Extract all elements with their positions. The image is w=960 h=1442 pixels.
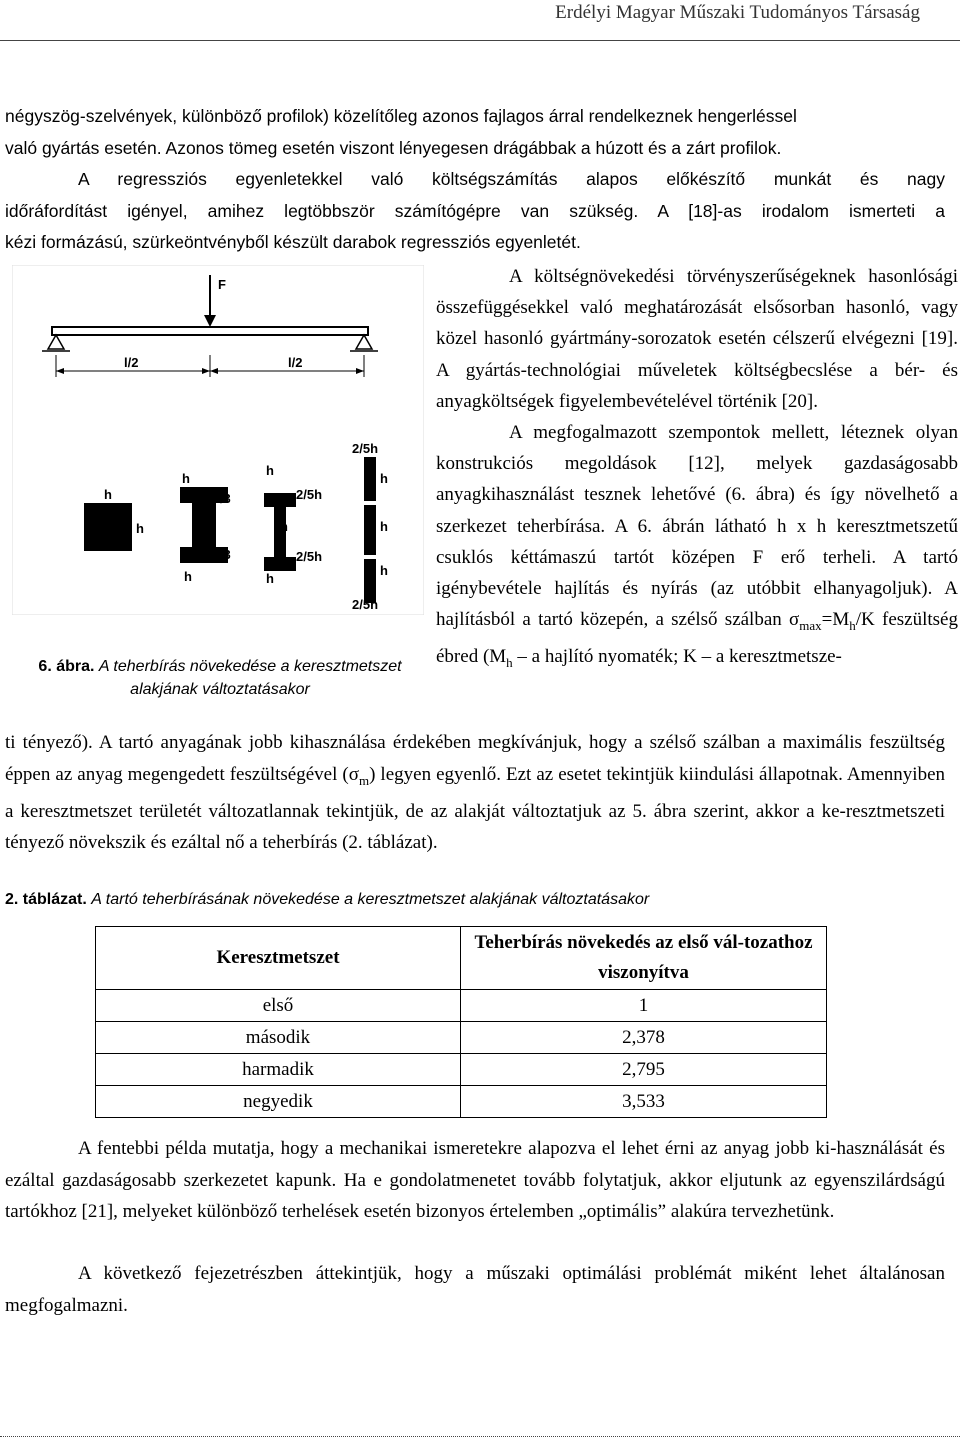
load-arrowhead [204, 315, 216, 327]
next-section-paragraph: A következő fejezetrészben áttekintjük, hogy a műszaki optimálási problémát miként lehet általánosan megfogalmazni. [5, 1263, 945, 1316]
sec4-25h-top: 2/5h [352, 441, 379, 456]
page-header [0, 0, 960, 41]
sec2-h-top: h [182, 471, 190, 486]
intro-line-3: A regressziós egyenletekkel való költségszámítás alapos előkészítő munkát és nagy [78, 169, 945, 189]
intro-line-5: kézi formázású, szürkeöntvényből készült darabok regressziós egyenletét. [5, 232, 581, 252]
figure-number: 6. ábra. [38, 658, 95, 675]
sec2-h-bottom: h [184, 569, 192, 584]
beam-cross-section-figure [12, 265, 424, 615]
sec2-h3-top: h/3 [212, 491, 231, 506]
figure-caption-text-2: alakjának változtatásakor [130, 681, 310, 698]
span-right-label: l/2 [288, 355, 303, 370]
row-value: 2,795 [461, 1054, 827, 1086]
left-support [48, 335, 64, 349]
intro-line-4: időráfordítást igényel, amihez legtöbbször számítógépre van szükség. A [18]-as irodalom ismerteti a [5, 200, 945, 221]
continuation-paragraph: ti tényező). A tartó anyagának jobb kihasználása érdekében megkívánjuk, hogy a szélső szálban a maximális feszültség éppen az anyag megengedett feszültségével $(\sigma_m)$ legyen egyenlő. Ezt az esetet tekintjük kiindulási állapotnak. Amennyiben a keresztmetszet területét változatlannak tekintjük, de az alakját változtatjuk az 5. ábra szerint, akkor a ke-resztmetszeti tényező növekszik és ezáltal nő a teherbírás (2. táblázat). [5, 732, 946, 854]
column-paragraph-1: A költségnövekedési törvényszerűségeknek hasonlósági összefüggésekkel való meghatározását elsősorban hasonló, vagy közel hasonló gyártmány-sorozatok esetén célszerű elvégezni [19]. A gyártás-technológiai műveletek költségbecslése a bér- és anyagköltségek figyelembevételével történik [20]. [436, 266, 958, 412]
sec4-h-1: h [380, 471, 388, 486]
sec4-h-3: h [380, 563, 388, 578]
sec3-h-mid: h [280, 519, 288, 534]
sec3-25h-bottom: 2/5h [296, 549, 323, 564]
sec1-h-top: h [104, 487, 112, 502]
right-support [356, 335, 372, 349]
table-caption-text: A tartó teherbírásának növekedése a keresztmetszet alakjának változtatásakor [91, 891, 650, 908]
figure-caption [10, 655, 430, 701]
intro-paragraph [5, 101, 945, 259]
sec3-h-bottom: h [266, 571, 274, 586]
row-name: második [96, 1022, 461, 1054]
results-table [95, 926, 827, 1118]
intro-line-2: való gyártás esetén. Azonos tömeg esetén viszont lényegesen drágábbak a húzott és a zárt profilok. [5, 137, 782, 158]
table-row [96, 990, 827, 1022]
sec4-h-left: h [352, 519, 360, 534]
row-value: 3,533 [461, 1086, 827, 1118]
header-title: Erdélyi Magyar Műszaki Tudományos Társaság [555, 2, 920, 23]
sec3-h-top: h [266, 463, 274, 478]
beam-body [52, 327, 368, 335]
sec4-25h-bottom: 2/5h [352, 597, 379, 612]
col-header-section: Keresztmetszet [96, 927, 461, 990]
table-header-row [96, 927, 827, 990]
table-caption [5, 891, 649, 909]
row-name: harmadik [96, 1054, 461, 1086]
table-row [96, 1086, 827, 1118]
row-value: 2,378 [461, 1022, 827, 1054]
section4-mid-block [364, 505, 376, 555]
figure-caption-text-1: A teherbírás növekedése a keresztmetszet [98, 658, 402, 675]
section3-bottom-flange [264, 557, 296, 571]
conclusion-paragraph: A fentebbi példa mutatja, hogy a mechanikai ismeretekre alapozva el lehet érni az anyag jobb ki-használását és ezáltal gazdaságosabb szerkezetet kapunk. Ha e gondolatmenetet tovább folytatjuk, akkor eljutunk az egyenszilárdságú tartókhoz [21], melyeket különböző terhelések esetén bizonyos értelemben „optimális” alakúra tervezhetünk. [5, 1138, 945, 1222]
table-number: 2. táblázat. [5, 891, 87, 908]
sec2-h3-bottom: h/3 [212, 547, 231, 562]
column-paragraph-2: A megfogalmazott szempontok mellett, léteznek olyan konstrukciós megoldások [12], melyek gazdaságosabb anyagkihasználást tesznek lehetővé (6. ábra) és így növelhető a szerkezet teherbírása. A 6. ábrán látható h x h keresztmetszetű csuklós kéttámaszú tartót középen F erő terheli. A tartó igénybevétele hajlítás és nyírás (az utóbbit elhanyagoljuk). A hajlításból a tartó közepén, a szélső szálban $\sigma_{max}=M_h/K$ feszültség ébred ($M_h$ – a hajlító nyomaték; K – a keresztmetsze- [436, 422, 958, 671]
section4-top-block [364, 457, 376, 501]
row-name: negyedik [96, 1086, 461, 1118]
span-left-label: l/2 [124, 355, 139, 370]
sec4-h-2: h [380, 519, 388, 534]
table-row [96, 1054, 827, 1086]
sec3-25h-top: 2/5h [296, 487, 323, 502]
footer-divider [0, 1436, 960, 1437]
section-square [84, 503, 132, 551]
row-name: első [96, 990, 461, 1022]
sec1-h-right: h [136, 521, 144, 536]
sec2-h-mid: h [200, 515, 208, 530]
row-value: 1 [461, 990, 827, 1022]
section3-top-flange [264, 493, 296, 507]
intro-line-1: négyszög-szelvények, különböző profilok) közelítőleg azonos fajlagos árral rendelkeznek hengerléssel [5, 106, 797, 126]
table-row [96, 1022, 827, 1054]
load-label: F [218, 277, 226, 292]
col-header-capacity: Teherbírás növekedés az első vál-tozathoz viszonyítva [461, 927, 827, 990]
right-column [436, 261, 958, 678]
